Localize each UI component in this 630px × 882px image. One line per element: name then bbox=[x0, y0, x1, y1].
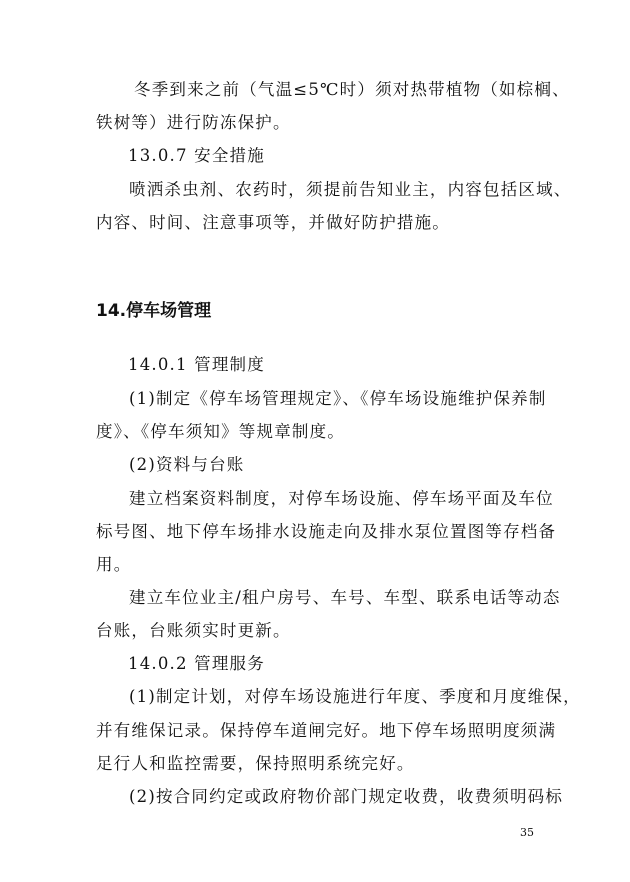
subsection-title: 14.0.1 管理制度 bbox=[128, 355, 265, 374]
paragraph-line: 建立档案资料制度，对停车场设施、停车场平面及车位 bbox=[129, 489, 554, 508]
paragraph-line: 用。 bbox=[96, 555, 132, 574]
page-number: 35 bbox=[520, 826, 534, 839]
section-heading: 14.停车场管理 bbox=[96, 301, 212, 321]
subsection-title: 14.0.2 管理服务 bbox=[128, 654, 265, 673]
paragraph-line: 度》、《停车须知》等规章制度。 bbox=[96, 422, 345, 441]
paragraph-line: 喷洒杀虫剂、农药时，须提前告知业主，内容包括区域、 bbox=[129, 180, 572, 199]
paragraph-line: 内容、时间、注意事项等，并做好防护措施。 bbox=[96, 213, 450, 232]
paragraph-line: 建立车位业主/租户房号、车号、车型、联系电话等动态 bbox=[129, 588, 561, 607]
paragraph-line: 足行人和监控需要，保持照明系统完好。 bbox=[96, 754, 415, 773]
paragraph-line: 标号图、地下停车场排水设施走向及排水泵位置图等存档备 bbox=[96, 522, 557, 541]
paragraph-line: (1)制定计划，对停车场设施进行年度、季度和月度维保， bbox=[129, 687, 581, 706]
paragraph-line: 冬季到来之前（气温≤5℃时）须对热带植物（如棕榈、 bbox=[134, 80, 570, 99]
subsection-title: 13.0.7 安全措施 bbox=[128, 146, 265, 165]
paragraph-line: (2)按合同约定或政府物价部门规定收费，收费须明码标 bbox=[129, 787, 564, 806]
paragraph-line: (1)制定《停车场管理规定》、《停车场设施维护保养制 bbox=[129, 389, 547, 408]
paragraph-line: (2)资料与台账 bbox=[129, 455, 245, 474]
paragraph-line: 并有维保记录。保持停车道闸完好。地下停车场照明度须满 bbox=[96, 721, 557, 740]
paragraph-line: 铁树等）进行防冻保护。 bbox=[96, 113, 291, 132]
paragraph-line: 台账，台账须实时更新。 bbox=[96, 621, 291, 640]
